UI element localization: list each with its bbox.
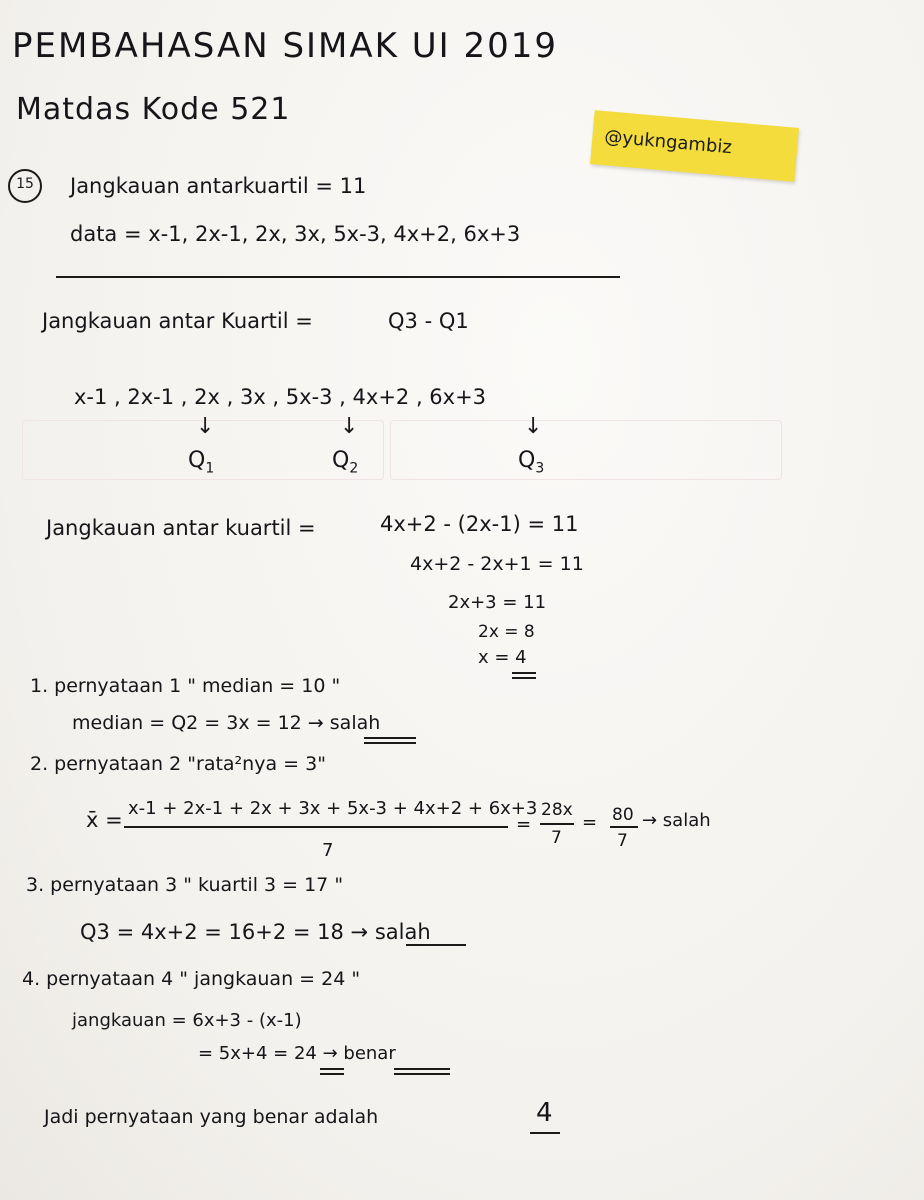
- down-arrow-icon: ↓: [196, 414, 215, 439]
- mean-denominator: 7: [322, 840, 334, 861]
- benar-underline: [394, 1073, 450, 1075]
- statement-1-work: median = Q2 = 3x = 12 → salah: [72, 712, 381, 734]
- section-divider: [56, 276, 620, 278]
- answer-underline: [320, 1068, 344, 1070]
- solve-result: x = 4: [478, 647, 527, 668]
- statement-2-result: → salah: [642, 810, 711, 831]
- mean-numerator: x-1 + 2x-1 + 2x + 3x + 5x-3 + 4x+2 + 6x+3: [128, 798, 538, 819]
- fraction-3-denominator: 7: [617, 831, 628, 851]
- answer-underline: [530, 1132, 560, 1134]
- definition-right: Q3 - Q1: [388, 309, 469, 333]
- statement-4-work-1: jangkauan = 6x+3 - (x-1): [72, 1010, 302, 1031]
- quartile-q2: $Q_2$: [332, 448, 359, 477]
- conclusion-answer: 4: [536, 1098, 553, 1128]
- equals-sign: =: [582, 812, 598, 833]
- statement-3-work: Q3 = 4x+2 = 16+2 = 18 → salah: [80, 920, 431, 944]
- conclusion-text: Jadi pernyataan yang benar adalah: [44, 1106, 379, 1128]
- ordered-data-sequence: x-1 , 2x-1 , 2x , 3x , 5x-3 , 4x+2 , 6x+3: [74, 385, 487, 409]
- statement-2-title: 2. pernyataan 2 "rata²nya = 3": [30, 753, 326, 775]
- given-line-1: Jangkauan antarkuartil = 11: [70, 174, 367, 198]
- fraction-2-denominator: 7: [551, 828, 562, 848]
- definition-left: Jangkauan antar Kuartil =: [42, 309, 313, 333]
- page-title: PEMBAHASAN SIMAK UI 2019: [12, 26, 558, 66]
- down-arrow-icon: ↓: [524, 414, 543, 439]
- salah-underline: [364, 742, 416, 744]
- solve-step-3: 2x+3 = 11: [448, 592, 547, 613]
- fraction-2-numerator: 28x: [541, 800, 573, 820]
- mean-symbol: x̄ =: [86, 808, 123, 832]
- fraction-bar: [540, 823, 574, 825]
- page-subtitle: Matdas Kode 521: [16, 92, 291, 127]
- quartile-q3: $Q_3$: [518, 448, 545, 477]
- statement-4-title: 4. pernyataan 4 " jangkauan = 24 ": [22, 968, 361, 990]
- given-line-2: data = x-1, 2x-1, 2x, 3x, 5x-3, 4x+2, 6x+3: [70, 222, 521, 246]
- solve-step-1: 4x+2 - (2x-1) = 11: [380, 512, 579, 536]
- statement-1-title: 1. pernyataan 1 " median = 10 ": [30, 675, 341, 697]
- statement-4-work-2: = 5x+4 = 24 → benar: [198, 1043, 396, 1064]
- fraction-bar: [124, 826, 508, 828]
- sticky-note-handle: @yukngambiz: [603, 126, 733, 159]
- result-underline: [512, 677, 536, 679]
- benar-underline: [394, 1068, 450, 1070]
- problem-number: 15: [16, 176, 34, 192]
- sticky-note: [590, 110, 799, 182]
- bleed-through-box: [390, 420, 782, 480]
- statement-3-title: 3. pernyataan 3 " kuartil 3 = 17 ": [26, 874, 344, 896]
- equals-sign: =: [516, 814, 532, 835]
- quartile-q1: $Q_1$: [188, 448, 215, 477]
- answer-underline: [320, 1073, 344, 1075]
- solve-step-2: 4x+2 - 2x+1 = 11: [410, 553, 584, 575]
- salah-underline: [406, 944, 466, 946]
- fraction-bar: [610, 826, 638, 828]
- result-underline: [512, 672, 536, 674]
- down-arrow-icon: ↓: [340, 414, 359, 439]
- problem-number-circle: [8, 169, 42, 203]
- salah-underline: [364, 737, 416, 739]
- solve-label: Jangkauan antar kuartil =: [46, 516, 316, 540]
- solve-step-4: 2x = 8: [478, 622, 535, 642]
- fraction-3-numerator: 80: [612, 805, 634, 825]
